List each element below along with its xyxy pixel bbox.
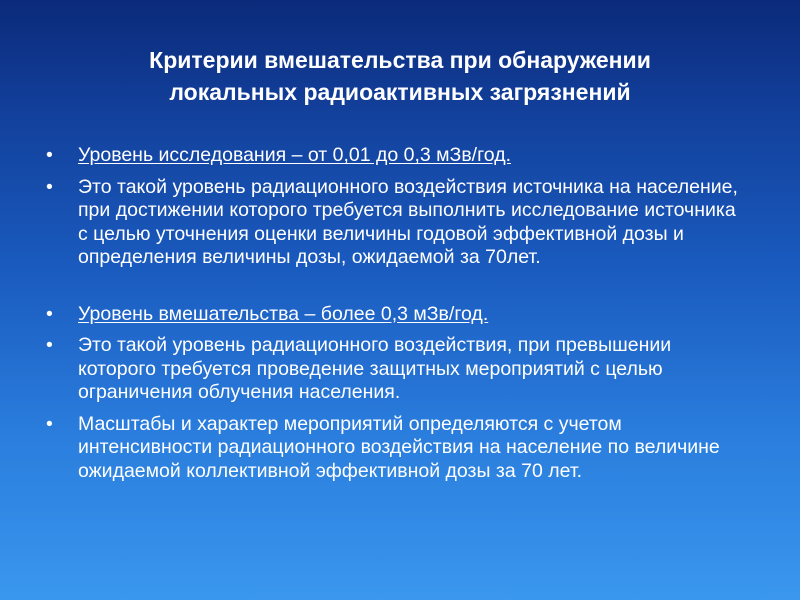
bullet-item-research-definition xyxy=(46,176,746,270)
bullet-text: Уровень исследования – от 0,01 до 0,3 мЗв/год. xyxy=(78,144,511,166)
bullet-text: Уровень вмешательства – более 0,3 мЗв/год. xyxy=(78,302,489,325)
bullet-dot: • xyxy=(46,334,53,356)
bullet-item-intervention-level xyxy=(46,303,746,327)
bullet-list xyxy=(46,144,746,483)
bullet-dot: • xyxy=(46,302,53,325)
slide-title-line-2: локальных радиоактивных загрязнений xyxy=(169,79,631,105)
bullet-item-research-level xyxy=(46,144,746,168)
bullet-dot: • xyxy=(46,412,53,435)
bullet-text: Это такой уровень радиационного воздействия источника на население, при достижении которого требуется выполнить исследование источника с целью уточнения оценки величины годовой эффективной дозы и определения величины дозы, ожидаемой за 70лет. xyxy=(78,175,738,268)
slide-title xyxy=(60,44,740,108)
slide-title-line-1: Критерии вмешательства при обнаружении xyxy=(149,47,651,73)
bullet-text: Это такой уровень радиационного воздействия, при превышении которого требуется проведение защитных мероприятий с целью ограничения облучения населения. xyxy=(78,334,672,403)
bullet-text: Масштабы и характер мероприятий определяются с учетом интенсивности радиационного воздействия на население по величине ожидаемой коллективной эффективной дозы за 70 лет. xyxy=(78,412,720,482)
bullet-dot: • xyxy=(46,144,53,166)
bullet-item-measures-scale xyxy=(46,413,746,484)
bullet-dot: • xyxy=(46,175,53,198)
bullet-item-intervention-definition xyxy=(46,334,746,405)
